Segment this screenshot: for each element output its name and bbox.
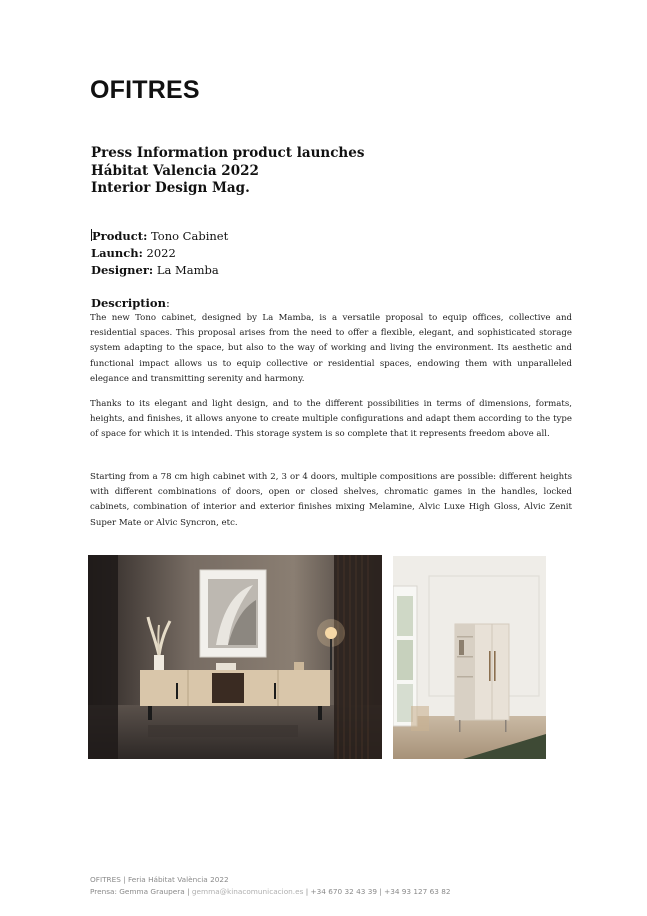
description-paragraph-3: Starting from a 78 cm high cabinet with 2, 3 or 4 doors, multiple compositions are possible: different heights with different combinations of doors, open or closed shelves, chromatic games in the handles, locked cabinets, combination of interior and exterior finishes mixing Melamine, Alvic Luxe High Gloss, Alvic Zenit Super Mate or Alvic Syncron, etc. (90, 472, 572, 528)
heading-line-2: Hábitat Valencia 2022 (91, 162, 259, 179)
cabinet-scene (393, 556, 546, 759)
company-logo: OFITRES (90, 76, 200, 104)
product-photo-sideboard (88, 555, 382, 759)
meta-product (91, 228, 228, 245)
footer-email-link[interactable]: gemma@kinacomunicacion.es (191, 886, 304, 896)
description-label-text: Description (91, 296, 166, 310)
product-photo-cabinet (393, 556, 546, 759)
press-heading (91, 145, 364, 198)
description-paragraph-1: The new Tono cabinet, designed by La Mamba, is a versatile proposal to equip offices, collective and residential spaces. This proposal arises from the need to offer a flexible, elegant, and sophisticated storage system adapting to the space, but also to the way of working and living the environment. Its aesthetic and functional impact allows us to equip collective or residential spaces, endowing them with unparalleled elegance and transmitting serenity and harmony. (90, 313, 572, 384)
sideboard-scene (88, 555, 382, 759)
description-paragraph-2: Thanks to its elegant and light design, and to the different possibilities in terms of dimensions, formats, heights, and finishes, it allows anyone to create multiple configurations and adapt them according to the type of space for which it is intended. This storage system is so complete that it represents freedom above all. (90, 399, 572, 440)
meta-launch (91, 245, 228, 262)
footer-press-contact: Prensa: Gemma Graupera | (90, 886, 192, 896)
footer-press (90, 886, 451, 898)
launch-value: 2022 (146, 246, 176, 260)
product-meta (91, 228, 228, 279)
heading-line-1: Press Information product launches (91, 145, 365, 161)
launch-label: Launch: (91, 246, 143, 260)
meta-designer (91, 262, 228, 279)
designer-value: La Mamba (156, 263, 219, 277)
footer-event: OFITRES | Feria Hábitat València 2022 (90, 875, 229, 884)
footer-phones: | +34 670 32 43 39 | +34 93 127 63 82 (303, 886, 451, 896)
product-value: Tono Cabinet (151, 229, 229, 243)
designer-label: Designer: (91, 263, 154, 277)
page-footer (90, 874, 451, 897)
product-label: Product: (92, 229, 148, 243)
heading-line-3: Interior Design Mag. (91, 180, 250, 196)
description-colon: : (165, 296, 170, 310)
description-label (91, 296, 170, 310)
